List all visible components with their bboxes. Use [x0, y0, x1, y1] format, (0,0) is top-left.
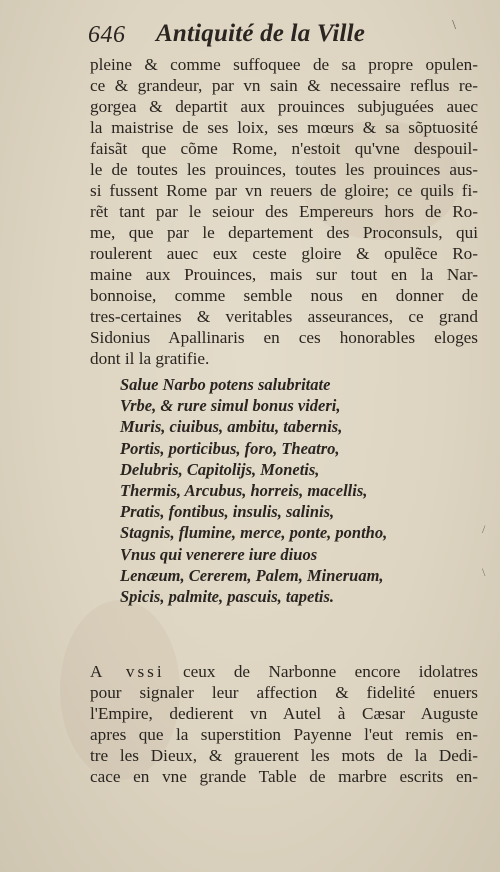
verse-line: Thermis, Arcubus, horreis, macellis, — [120, 481, 368, 501]
verse-line: Vrbe, & rure simul bonus videri, — [120, 396, 341, 416]
verse-line: Portis, porticibus, foro, Theatro, — [120, 438, 340, 458]
text-line: tres-certaines & veritables asseurances, ce grand — [90, 307, 478, 326]
text-line: si fussent Rome par vn reuers de gloire; ce quils fi- — [90, 181, 478, 200]
corner-mark: \ — [452, 18, 456, 33]
verse-line: Salue Narbo potens salubritate — [120, 375, 331, 394]
margin-mark: \ — [482, 565, 486, 579]
text-line: bonnoise, comme semble nous en donner de — [90, 286, 478, 305]
text-line: apres que la superstition Payenne l'eut remis en- — [90, 725, 478, 744]
paragraph-2 — [90, 661, 478, 787]
text-line: la maistrise de ses loix, ses mœurs & sa sõptuosité — [90, 118, 478, 137]
text-line: Sidonius Apallinaris en ces honorables eloges — [90, 328, 478, 347]
text-line: l'Empire, dedierent vn Autel à Cæsar Auguste — [90, 704, 478, 723]
verse-line: Delubris, Capitolijs, Monetis, — [120, 459, 320, 479]
text-line: pour signaler leur affection & fidelité enuers — [90, 683, 478, 702]
running-title: Antiquité de la Ville — [156, 20, 366, 47]
text-run: ceux de Narbonne encore idolatres — [164, 662, 478, 681]
latin-verse — [120, 374, 460, 607]
text-line — [90, 661, 478, 682]
text-line: maine aux Prouinces, mais sur tout en la Nar- — [90, 265, 478, 284]
verse-line: Lenæum, Cererem, Palem, Mineruam, — [120, 565, 384, 585]
text-line: roulerent auec eux ceste gloire & opulẽce Ro- — [90, 244, 478, 263]
verse-line: Muris, ciuibus, ambitu, tabernis, — [120, 417, 343, 437]
margin-mark: / — [482, 522, 486, 536]
text-line: me, que par le departement des Proconsuls, qui — [90, 223, 478, 242]
text-line: ce & grandeur, par vn sain & necessaire reflus re- — [90, 76, 478, 95]
page-header — [88, 14, 478, 54]
text-line: dont il la gratifie. — [90, 349, 210, 368]
text-line: rẽt tant par le seiour des Empereurs hors de Ro- — [90, 202, 478, 221]
text-line: pleine & comme suffoquee de sa propre opulen- — [90, 55, 478, 74]
page-number: 646 — [88, 22, 126, 48]
verse-line: Spicis, palmite, pascuis, tapetis. — [120, 587, 335, 607]
text-line: cace en vne grande Table de marbre escrits en- — [90, 767, 478, 786]
verse-line: Stagnis, flumine, merce, ponte, pontho, — [120, 523, 388, 543]
text-line: le de toutes les prouinces, toutes les prouinces aus- — [90, 160, 478, 179]
text-line: tre les Dieux, & grauerent les mots de la Dedi- — [90, 746, 478, 765]
text-line: gorgea & departit aux prouinces subjuguées auec — [90, 97, 478, 116]
text-line: faisãt que cõme Rome, n'estoit qu'vne despouil- — [90, 139, 478, 158]
paragraph-1 — [90, 54, 478, 369]
verse-line: Pratis, fontibus, insulis, salinis, — [120, 502, 335, 522]
verse-line: Vnus qui venerere iure diuos — [120, 544, 318, 564]
small-caps-word: A vssi — [90, 662, 165, 681]
